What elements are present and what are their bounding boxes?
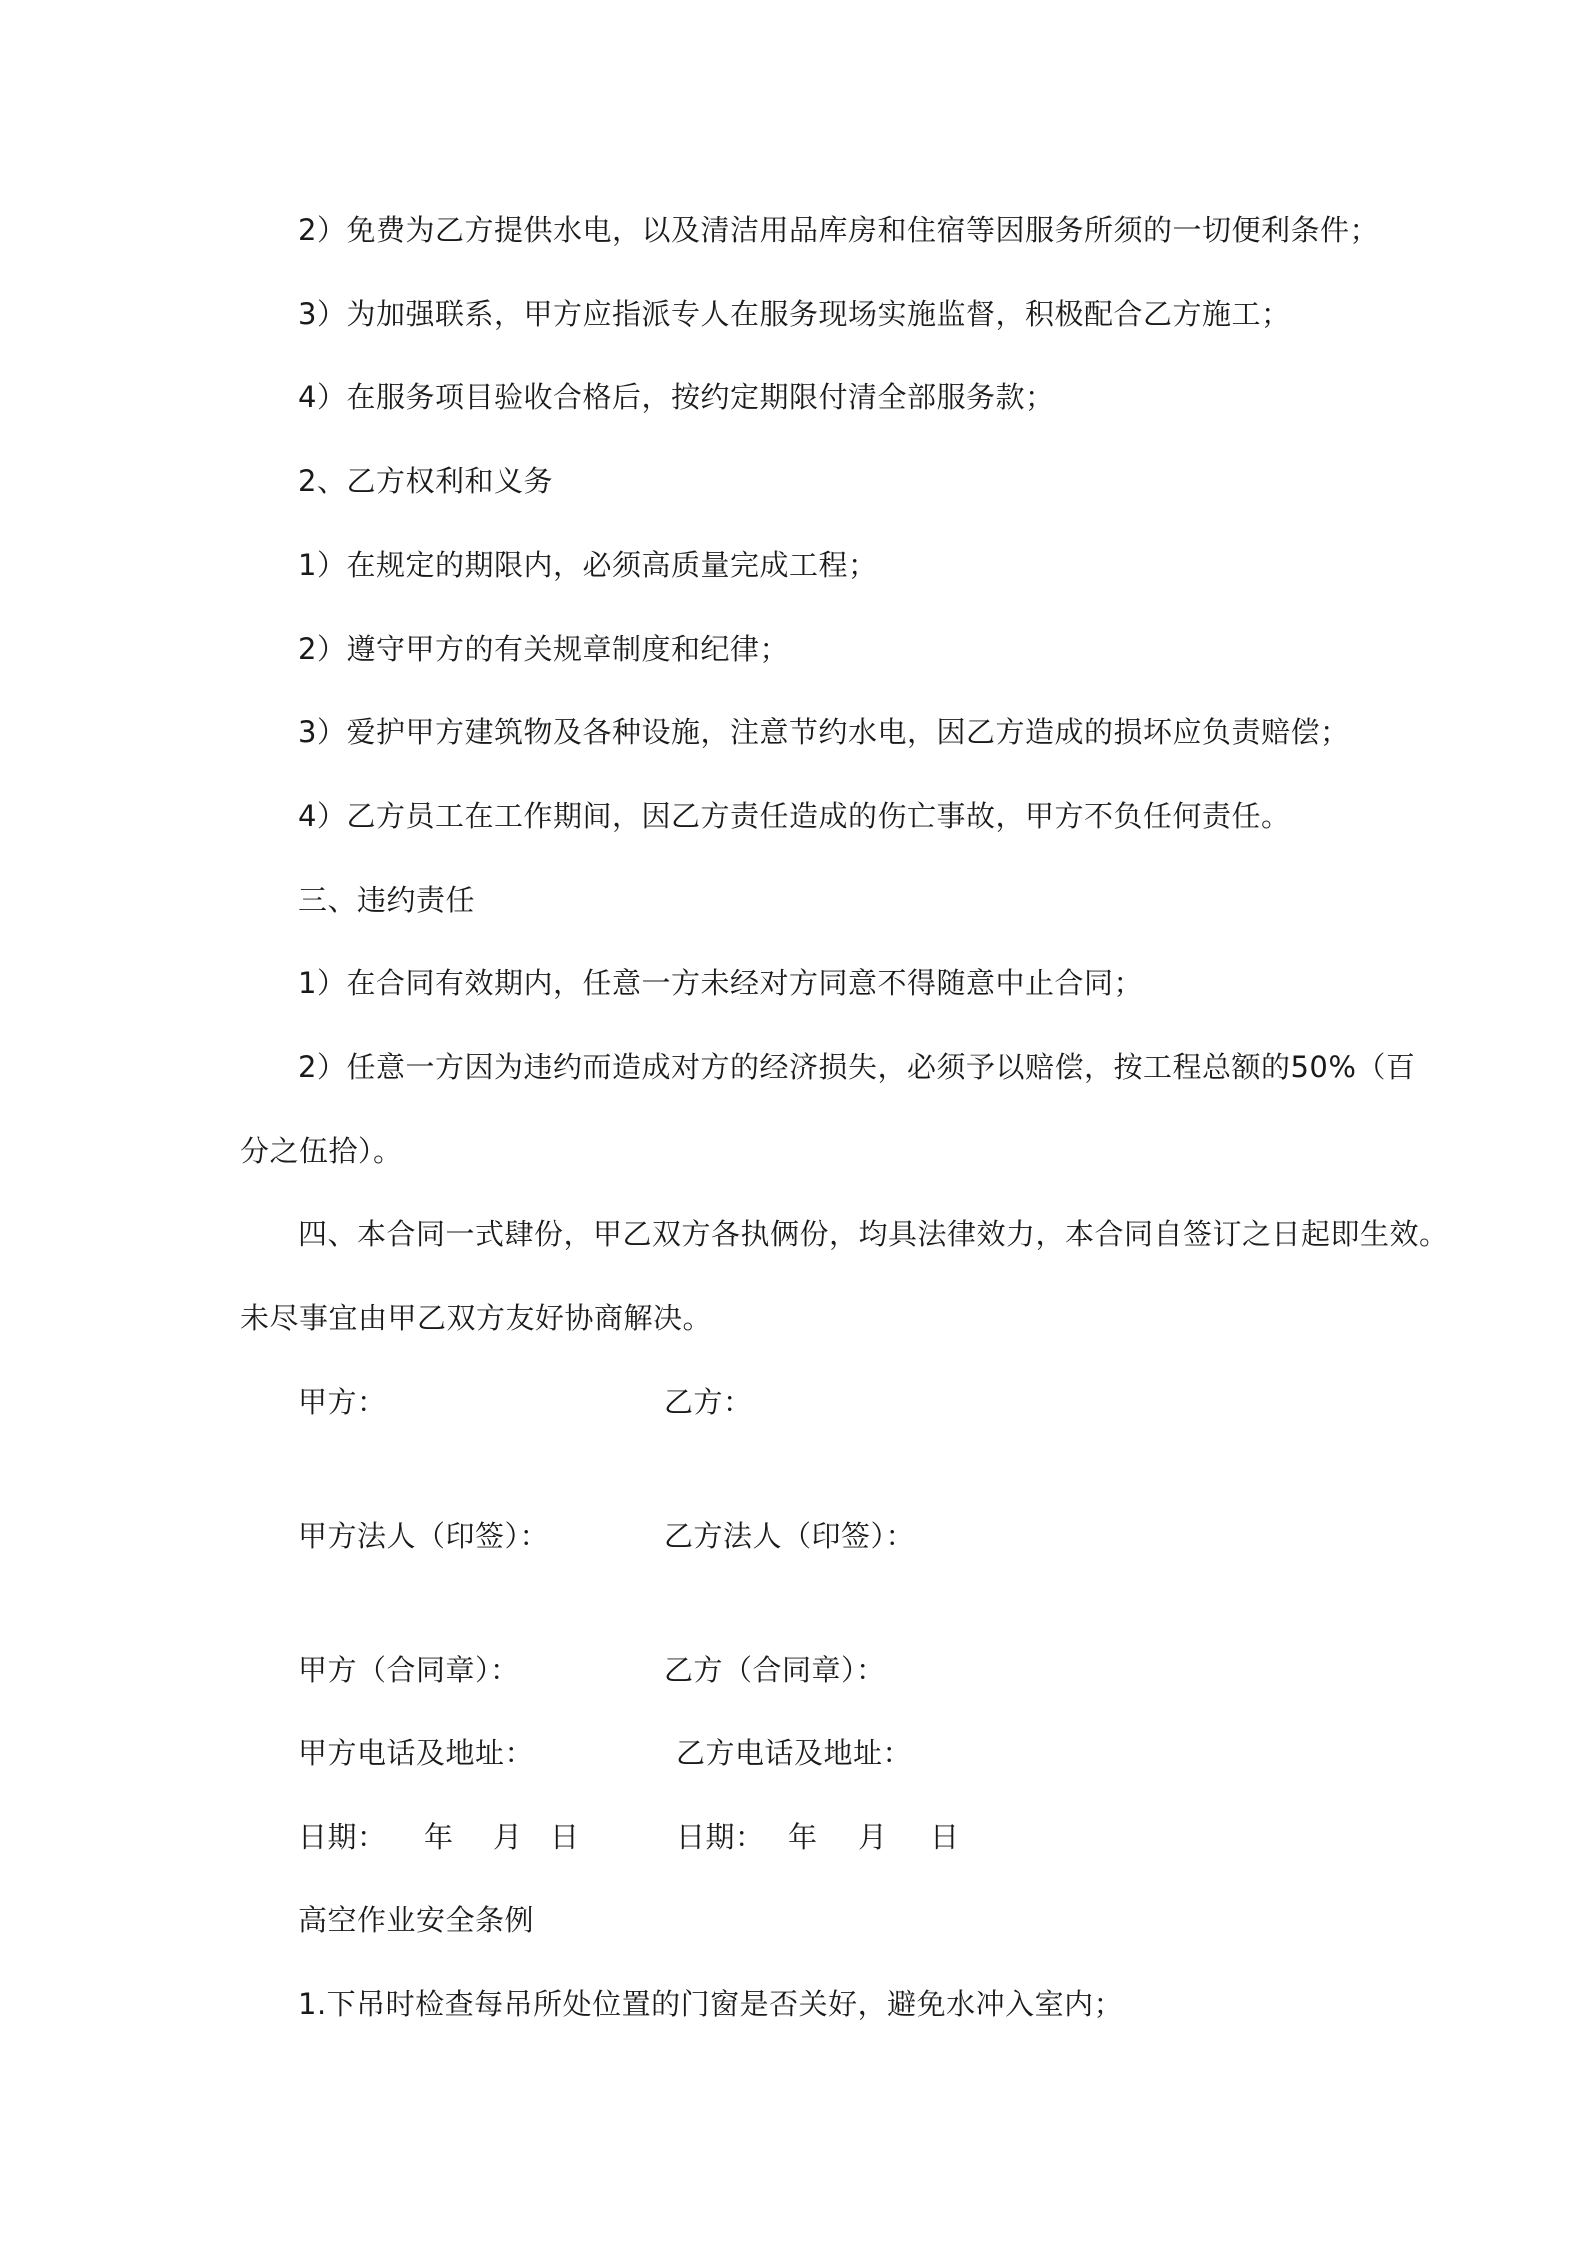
party-b-signature-label: 乙方：	[664, 1385, 753, 1419]
party-a-contact-label: 甲方电话及地址：	[298, 1736, 535, 1770]
party-a-signature-label: 甲方：	[298, 1385, 387, 1419]
party-b-date-day: 日	[930, 1820, 960, 1854]
party-a-seal-label: 甲方（合同章）：	[298, 1653, 520, 1687]
party-a-legal-rep-label: 甲方法人（印签）：	[298, 1519, 550, 1553]
safety-heading: 高空作业安全条例	[298, 1903, 535, 1937]
party-b-obligation-2: 2）遵守甲方的有关规章制度和纪律；	[298, 632, 789, 666]
party-b-seal-label: 乙方（合同章）：	[664, 1653, 886, 1687]
party-b-obligation-1: 1）在规定的期限内，必须高质量完成工程；	[298, 548, 878, 582]
party-b-legal-rep-label: 乙方法人（印签）：	[664, 1519, 916, 1553]
liability-heading: 三、违约责任	[298, 883, 476, 917]
party-b-obligation-3: 3）爱护甲方建筑物及各种设施，注意节约水电，因乙方造成的损坏应负责赔偿；	[298, 715, 1350, 749]
clause-4-line-1: 四、本合同一式肆份，甲乙双方各执俩份，均具法律效力，本合同自签订之日起即生效。	[298, 1217, 1449, 1251]
party-b-date-label: 日期：	[676, 1820, 765, 1854]
party-a-obligation-4: 4）在服务项目验收合格后，按约定期限付清全部服务款；	[298, 380, 1055, 414]
liability-item-2-line-2: 分之伍拾）。	[240, 1134, 403, 1168]
party-a-date-label: 日期：	[298, 1820, 387, 1854]
party-b-date-month: 月	[858, 1820, 888, 1854]
clause-4-line-2: 未尽事宜由甲乙双方友好协商解决。	[240, 1301, 713, 1335]
party-b-date-year: 年	[788, 1820, 818, 1854]
party-b-contact-label: 乙方电话及地址：	[676, 1736, 913, 1770]
party-b-heading: 2、乙方权利和义务	[298, 464, 553, 498]
party-a-date-year: 年	[424, 1820, 454, 1854]
liability-item-1: 1）在合同有效期内，任意一方未经对方同意不得随意中止合同；	[298, 966, 1143, 1000]
party-a-obligation-3: 3）为加强联系，甲方应指派专人在服务现场实施监督，积极配合乙方施工；	[298, 297, 1291, 331]
date-row	[0, 1817, 1586, 1857]
party-a-obligation-2: 2）免费为乙方提供水电，以及清洁用品库房和住宿等因服务所须的一切便利条件；	[298, 213, 1379, 247]
party-a-date-day: 日	[550, 1820, 580, 1854]
party-a-date-month: 月	[493, 1820, 523, 1854]
liability-item-2-line-1: 2）任意一方因为违约而造成对方的经济损失，必须予以赔偿，按工程总额的50%（百	[298, 1050, 1416, 1084]
party-b-obligation-4: 4）乙方员工在工作期间，因乙方责任造成的伤亡事故，甲方不负任何责任。	[298, 799, 1291, 833]
safety-item-1: 1.下吊时检查每吊所处位置的门窗是否关好，避免水冲入室内；	[298, 1987, 1124, 2021]
